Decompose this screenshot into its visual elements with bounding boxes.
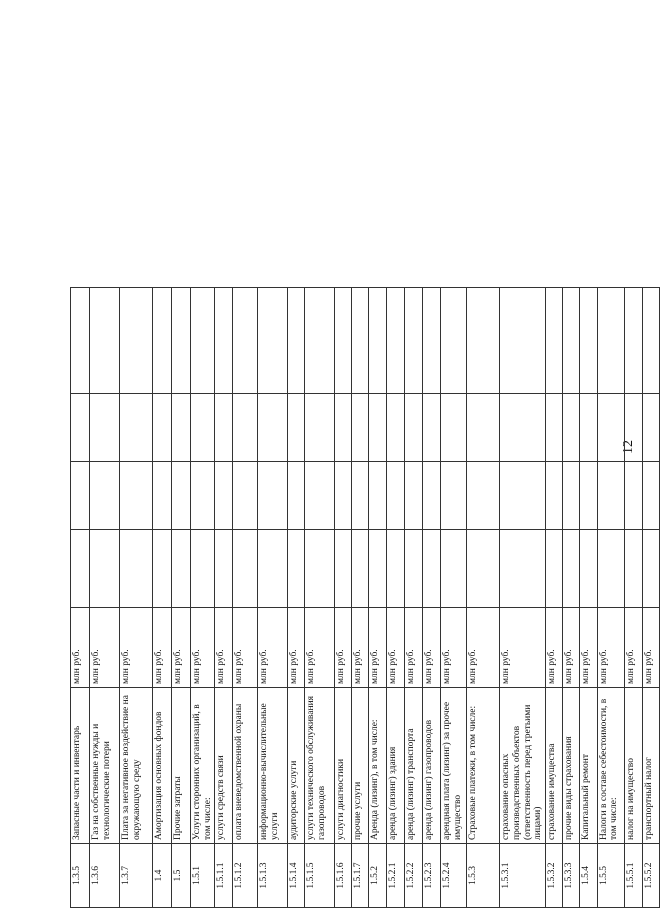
row-value-cell-1 (597, 530, 624, 608)
row-value-cell-3 (387, 394, 405, 462)
row-value-cell-4 (423, 288, 441, 394)
row-code: 1.5.3.3 (562, 844, 579, 908)
row-value-cell-3 (335, 394, 352, 462)
row-value-cell-2 (153, 462, 172, 530)
row-unit: млн руб. (562, 608, 579, 688)
row-value-cell-1 (191, 530, 215, 608)
row-code: 1.4 (153, 844, 172, 908)
row-value-cell-4 (90, 288, 120, 394)
row-value-cell-2 (233, 462, 258, 530)
row-value-cell-4 (120, 288, 153, 394)
row-value-cell-4 (153, 288, 172, 394)
row-name: аудиторские услуги (288, 688, 305, 844)
row-value-cell-2 (441, 462, 467, 530)
row-value-cell-4 (597, 288, 624, 394)
row-name: страхование имущества (545, 688, 562, 844)
row-value-cell-4 (545, 288, 562, 394)
row-value-cell-4 (172, 288, 191, 394)
row-value-cell-4 (233, 288, 258, 394)
row-unit: млн руб. (369, 608, 387, 688)
table-row (233, 288, 258, 908)
row-value-cell-3 (500, 394, 546, 462)
row-unit: млн руб. (191, 608, 215, 688)
row-unit: млн руб. (624, 608, 642, 688)
row-name: Газ на собственные нужды и технологические потери (90, 688, 120, 844)
row-name: Амортизация основных фондов (153, 688, 172, 844)
row-value-cell-1 (215, 530, 233, 608)
row-value-cell-4 (288, 288, 305, 394)
row-code: 1.5.1.3 (258, 844, 288, 908)
table-row (191, 288, 215, 908)
row-value-cell-4 (441, 288, 467, 394)
row-value-cell-3 (288, 394, 305, 462)
row-value-cell-1 (405, 530, 423, 608)
row-name: Страховые платежи, в том числе: (467, 688, 500, 844)
row-code: 1.3.7 (120, 844, 153, 908)
row-value-cell-1 (387, 530, 405, 608)
row-unit: млн руб. (153, 608, 172, 688)
row-value-cell-3 (545, 394, 562, 462)
row-value-cell-1 (120, 530, 153, 608)
row-value-cell-2 (71, 462, 90, 530)
row-unit: млн руб. (597, 608, 624, 688)
row-unit: млн руб. (288, 608, 305, 688)
row-value-cell-2 (352, 462, 369, 530)
row-value-cell-1 (545, 530, 562, 608)
row-value-cell-1 (642, 530, 659, 608)
row-value-cell-2 (624, 462, 642, 530)
row-unit: млн руб. (305, 608, 335, 688)
row-unit: млн руб. (387, 608, 405, 688)
row-unit: млн руб. (335, 608, 352, 688)
row-value-cell-3 (258, 394, 288, 462)
row-value-cell-3 (467, 394, 500, 462)
row-value-cell-4 (405, 288, 423, 394)
table-row (562, 288, 579, 908)
table-row (288, 288, 305, 908)
row-value-cell-2 (642, 462, 659, 530)
row-value-cell-1 (305, 530, 335, 608)
row-value-cell-4 (642, 288, 659, 394)
row-value-cell-2 (120, 462, 153, 530)
row-name: налог на имущество (624, 688, 642, 844)
row-code: 1.5.3.1 (500, 844, 546, 908)
row-name: информационно-вычислительные услуги (258, 688, 288, 844)
row-name: Запасные части и инвентарь (71, 688, 90, 844)
row-value-cell-1 (579, 530, 597, 608)
row-value-cell-1 (352, 530, 369, 608)
row-name: аренда (лизинг) здания (387, 688, 405, 844)
row-name: услуги средств связи (215, 688, 233, 844)
row-value-cell-4 (258, 288, 288, 394)
table-row (369, 288, 387, 908)
row-code: 1.5.5.2 (642, 844, 659, 908)
row-code: 1.5 (172, 844, 191, 908)
table-row (387, 288, 405, 908)
row-code: 1.5.1.2 (233, 844, 258, 908)
table-row (352, 288, 369, 908)
cost-table (70, 287, 660, 908)
row-name: прочие виды страхования (562, 688, 579, 844)
row-value-cell-3 (172, 394, 191, 462)
row-code: 1.5.2.3 (423, 844, 441, 908)
row-unit: млн руб. (642, 608, 659, 688)
row-name: Прочие затраты (172, 688, 191, 844)
row-value-cell-2 (562, 462, 579, 530)
row-code: 1.5.3 (467, 844, 500, 908)
row-value-cell-2 (191, 462, 215, 530)
row-value-cell-1 (624, 530, 642, 608)
row-unit: млн руб. (500, 608, 546, 688)
table-row (305, 288, 335, 908)
row-value-cell-2 (545, 462, 562, 530)
row-code: 1.5.2.2 (405, 844, 423, 908)
row-value-cell-2 (579, 462, 597, 530)
row-code: 1.5.1.5 (305, 844, 335, 908)
row-name: прочие услуги (352, 688, 369, 844)
row-value-cell-1 (441, 530, 467, 608)
row-code: 1.5.2 (369, 844, 387, 908)
row-value-cell-1 (467, 530, 500, 608)
row-value-cell-3 (441, 394, 467, 462)
row-code: 1.5.3.2 (545, 844, 562, 908)
table-row (545, 288, 562, 908)
row-value-cell-4 (562, 288, 579, 394)
row-name: страхование опасных производственных объектов (ответственность перед третьими лицами) (500, 688, 546, 844)
row-unit: млн руб. (90, 608, 120, 688)
row-value-cell-3 (562, 394, 579, 462)
row-value-cell-4 (624, 288, 642, 394)
row-code: 1.5.2.4 (441, 844, 467, 908)
row-value-cell-3 (352, 394, 369, 462)
table-container (70, 288, 654, 908)
row-name: Плата за негативное воздействие на окружающую среду (120, 688, 153, 844)
row-value-cell-2 (597, 462, 624, 530)
row-code: 1.5.1.4 (288, 844, 305, 908)
table-row (642, 288, 659, 908)
row-name: транспортный налог (642, 688, 659, 844)
table-row (258, 288, 288, 908)
row-value-cell-1 (90, 530, 120, 608)
row-name: аренда (лизинг) газопроводов (423, 688, 441, 844)
row-value-cell-4 (191, 288, 215, 394)
row-code: 1.5.5 (597, 844, 624, 908)
row-value-cell-1 (288, 530, 305, 608)
row-name: Услуги сторонних организаций, в том числе: (191, 688, 215, 844)
row-name: Аренда (лизинг), в том числе: (369, 688, 387, 844)
row-value-cell-1 (258, 530, 288, 608)
page-number: 12 (621, 440, 636, 454)
row-value-cell-3 (624, 394, 642, 462)
row-value-cell-3 (642, 394, 659, 462)
row-value-cell-1 (562, 530, 579, 608)
row-value-cell-2 (90, 462, 120, 530)
row-value-cell-4 (387, 288, 405, 394)
row-code: 1.5.1.6 (335, 844, 352, 908)
row-value-cell-3 (579, 394, 597, 462)
row-value-cell-2 (258, 462, 288, 530)
row-value-cell-3 (120, 394, 153, 462)
row-code: 1.5.4 (579, 844, 597, 908)
row-unit: млн руб. (423, 608, 441, 688)
row-value-cell-4 (335, 288, 352, 394)
row-code: 1.5.1.1 (215, 844, 233, 908)
row-unit: млн руб. (352, 608, 369, 688)
table-row (579, 288, 597, 908)
row-value-cell-2 (288, 462, 305, 530)
row-value-cell-3 (597, 394, 624, 462)
row-unit: млн руб. (405, 608, 423, 688)
table-row (441, 288, 467, 908)
row-unit: млн руб. (545, 608, 562, 688)
row-code: 1.3.6 (90, 844, 120, 908)
row-value-cell-4 (215, 288, 233, 394)
row-value-cell-4 (467, 288, 500, 394)
row-value-cell-4 (579, 288, 597, 394)
row-value-cell-2 (423, 462, 441, 530)
row-name: арендная плата (лизинг) за прочее имущество (441, 688, 467, 844)
row-value-cell-4 (71, 288, 90, 394)
row-value-cell-1 (153, 530, 172, 608)
table-row (500, 288, 546, 908)
row-code: 1.5.1 (191, 844, 215, 908)
row-value-cell-1 (71, 530, 90, 608)
row-value-cell-4 (305, 288, 335, 394)
table-row (172, 288, 191, 908)
row-value-cell-3 (215, 394, 233, 462)
row-value-cell-2 (369, 462, 387, 530)
row-value-cell-1 (423, 530, 441, 608)
table-row (597, 288, 624, 908)
table-body (71, 288, 660, 908)
row-unit: млн руб. (120, 608, 153, 688)
row-value-cell-1 (369, 530, 387, 608)
row-unit: млн руб. (233, 608, 258, 688)
row-name: услуги технического обслуживания газопроводов (305, 688, 335, 844)
row-value-cell-2 (467, 462, 500, 530)
row-value-cell-2 (405, 462, 423, 530)
row-value-cell-1 (172, 530, 191, 608)
row-value-cell-3 (233, 394, 258, 462)
row-unit: млн руб. (441, 608, 467, 688)
row-value-cell-3 (423, 394, 441, 462)
row-value-cell-1 (500, 530, 546, 608)
row-code: 1.5.5.1 (624, 844, 642, 908)
row-code: 1.5.1.7 (352, 844, 369, 908)
row-unit: млн руб. (258, 608, 288, 688)
row-name: аренда (лизинг) транспорта (405, 688, 423, 844)
row-value-cell-3 (305, 394, 335, 462)
row-value-cell-1 (233, 530, 258, 608)
table-row (90, 288, 120, 908)
row-value-cell-3 (71, 394, 90, 462)
table-row (467, 288, 500, 908)
row-value-cell-4 (352, 288, 369, 394)
row-value-cell-2 (387, 462, 405, 530)
row-code: 1.3.5 (71, 844, 90, 908)
table-row (215, 288, 233, 908)
row-unit: млн руб. (71, 608, 90, 688)
row-value-cell-1 (335, 530, 352, 608)
row-value-cell-2 (500, 462, 546, 530)
row-value-cell-3 (405, 394, 423, 462)
table-row (153, 288, 172, 908)
row-unit: млн руб. (467, 608, 500, 688)
row-code: 1.5.2.1 (387, 844, 405, 908)
table-row (624, 288, 642, 908)
row-name: Капитальный ремонт (579, 688, 597, 844)
row-name: оплата вневедомственной охраны (233, 688, 258, 844)
row-value-cell-2 (215, 462, 233, 530)
row-value-cell-2 (305, 462, 335, 530)
row-value-cell-2 (172, 462, 191, 530)
row-unit: млн руб. (215, 608, 233, 688)
row-unit: млн руб. (579, 608, 597, 688)
table-row (405, 288, 423, 908)
table-row (120, 288, 153, 908)
row-value-cell-3 (90, 394, 120, 462)
table-row (335, 288, 352, 908)
row-name: Налоги в составе себестоимости, в том числе: (597, 688, 624, 844)
table-row (423, 288, 441, 908)
row-value-cell-3 (369, 394, 387, 462)
row-value-cell-3 (191, 394, 215, 462)
row-value-cell-4 (369, 288, 387, 394)
row-value-cell-2 (335, 462, 352, 530)
table-row (71, 288, 90, 908)
row-value-cell-3 (153, 394, 172, 462)
row-value-cell-4 (500, 288, 546, 394)
row-unit: млн руб. (172, 608, 191, 688)
row-name: услуги диагностики (335, 688, 352, 844)
